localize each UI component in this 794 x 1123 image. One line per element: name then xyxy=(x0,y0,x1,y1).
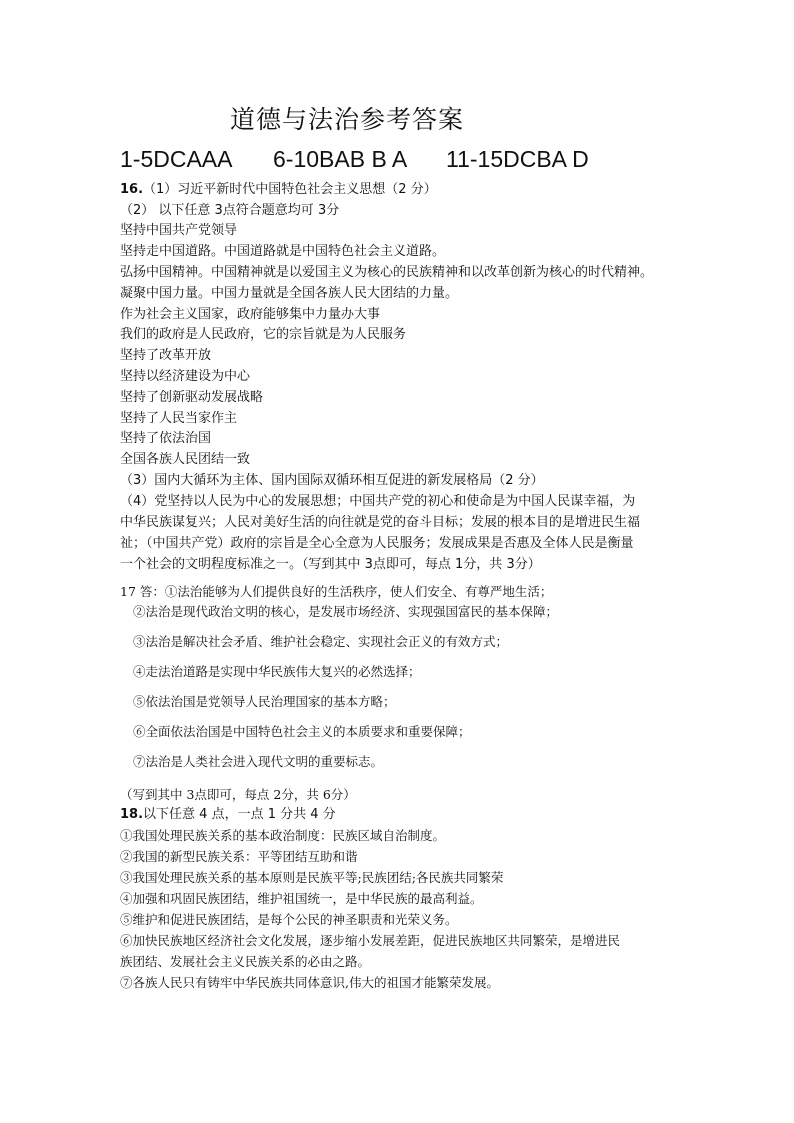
q18-header xyxy=(120,806,336,824)
q16-point: 坚持中国共产党领导 xyxy=(120,223,238,238)
q16-point: 弘扬中国精神。中国精神就是以爱国主义为核心的民族精神和以改革创新为核心的时代精神。 xyxy=(120,265,654,280)
q16-part4-line: （4）党坚持以人民为中心的发展思想；中国共产党的初心和使命是为中国人民谋幸福，为 xyxy=(120,494,636,509)
q18-item: ⑤维护和促进民族团结，是每个公民的神圣职责和光荣义务。 xyxy=(120,912,458,927)
q16-part1 xyxy=(120,181,437,199)
q16-part2-header: （2） 以下任意 3点符合题意均可 3分 xyxy=(120,203,340,218)
q18-item: 族团结、发展社会主义民族关系的必由之路。 xyxy=(120,954,371,969)
q16-number: 16. xyxy=(120,182,144,197)
q16-part1-text: （1）习近平新时代中国特色社会主义思想（2 分） xyxy=(143,182,437,197)
q16-part4-line: 中华民族谋复兴；人民对美好生活的向往就是党的奋斗目标；发展的根本目的是增进民生福 xyxy=(120,515,641,530)
q16-part4-line: 祉；（中国共产党）政府的宗旨是全心全意为人民服务；发展成果是否惠及全体人民是衡量 xyxy=(120,536,634,551)
q16-point: 坚持了创新驱动发展战略 xyxy=(120,390,264,405)
q18-item: ③我国处理民族关系的基本原则是民族平等;民族团结;各民族共同繁荣 xyxy=(120,870,504,885)
q18-item: ①我国处理民族关系的基本政治制度：民族区域自治制度。 xyxy=(120,828,446,843)
q18-number: 18. xyxy=(120,807,144,822)
q18-item: ⑥加快民族地区经济社会文化发展，逐步缩小发展差距，促进民族地区共同繁荣，是增进民 xyxy=(120,933,621,948)
q16-point: 我们的政府是人民政府，它的宗旨就是为人民服务 xyxy=(120,327,407,342)
q16-part3: （3）国内大循环为主体、国内国际双循环相互促进的新发展格局（2 分） xyxy=(120,473,544,488)
q18-item: ⑦各族人民只有铸牢中华民族共同体意识,伟大的祖国才能繁荣发展。 xyxy=(120,975,499,990)
q16-point: 坚持以经济建设为中心 xyxy=(120,369,251,384)
q16-point: 坚持了依法治国 xyxy=(120,431,212,446)
q17-scoring-note: （写到其中 3点即可，每点 2分，共 6分） xyxy=(120,787,356,802)
answers-1-5: 1-5DCAAA xyxy=(120,146,233,172)
q16-point: 凝聚中国力量。中国力量就是全国各族人民大团结的力量。 xyxy=(120,286,459,301)
q16-part4-line: 一个社会的文明程度标准之一。（写到其中 3点即可，每点 1分，共 3分） xyxy=(120,557,541,572)
answers-6-10: 6-10BAB B A xyxy=(273,146,408,172)
q18-item: ②我国的新型民族关系：平等团结互助和谐 xyxy=(120,849,358,864)
q16-point: 坚持了人民当家作主 xyxy=(120,411,238,426)
q17-item: ③法治是解决社会矛盾、维护社会稳定、实现社会正义的有效方式； xyxy=(133,634,509,649)
q17-item: ⑥全面依法治国是中国特色社会主义的本质要求和重要保障； xyxy=(133,724,471,739)
q18-item: ④加强和巩固民族团结，维护祖国统一，是中华民族的最高利益。 xyxy=(120,891,483,906)
q17-item: ⑦法治是人类社会进入现代文明的重要标志。 xyxy=(133,754,384,769)
q17-item: ④走法治道路是实现中华民族伟大复兴的必然选择； xyxy=(133,664,421,679)
q16-point: 坚持走中国道路。中国道路就是中国特色社会主义道路。 xyxy=(120,244,446,259)
q18-header-text: 以下任意 4 点，一点 1 分共 4 分 xyxy=(143,807,336,822)
q17-item: ⑤依法治国是党领导人民治理国家的基本方略； xyxy=(133,694,396,709)
q16-point: 全国各族人民团结一致 xyxy=(120,452,251,467)
q16-point: 作为社会主义国家，政府能够集中力量办大事 xyxy=(120,307,381,322)
q17-item: ②法治是现代政治文明的核心，是发展市场经济、实现强国富民的基本保障； xyxy=(133,604,559,619)
answers-11-15: 11-15DCBA D xyxy=(446,146,589,172)
page-title: 道德与法治参考答案 xyxy=(230,105,465,134)
q17-first-line: 17 答：①法治能够为人们提供良好的生活秩序，使人们安全、有尊严地生活； xyxy=(120,584,553,599)
q16-point: 坚持了改革开放 xyxy=(120,348,212,363)
